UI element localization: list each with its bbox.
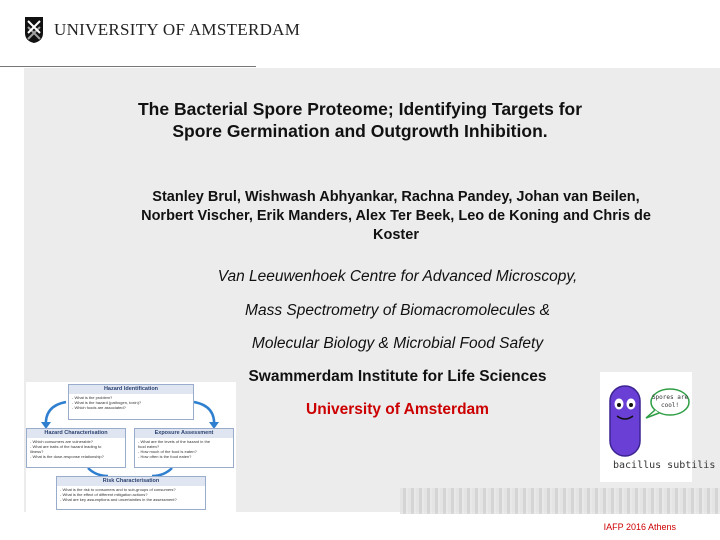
uva-coat-of-arms-icon	[24, 16, 44, 44]
affiliation-line-3: Molecular Biology & Microbial Food Safety	[251, 335, 544, 352]
authors-line-3: Koster	[373, 227, 419, 243]
speech-bubble-text: Spores are	[651, 394, 689, 401]
affiliation-line-2: Mass Spectrometry of Biomacromolecules &	[245, 302, 550, 319]
university-affiliation: University of Amsterdam	[306, 401, 489, 418]
footer-text: IAFP 2016 Athens	[603, 522, 676, 532]
title-line-1: The Bacterial Spore Proteome; Identifying Targets for	[137, 99, 583, 119]
list-item: - What is the dose-response relationship?	[30, 454, 104, 459]
decorative-image-strip	[400, 488, 720, 514]
exposure-assessment-box	[134, 428, 234, 468]
list-item: - What are traits of the hazard leading to	[30, 444, 102, 449]
slide-title	[40, 98, 680, 142]
authors-line-2: Norbert Vischer, Erik Manders, Alex Ter Beek, Leo de Koning and Chris de	[141, 208, 651, 224]
hazard-characterisation-box	[26, 428, 126, 468]
author-list	[76, 188, 716, 245]
exposure-assessment-title: Exposure Assessment	[135, 429, 233, 438]
list-item: - What is the hazard (pathogen, toxin)?	[72, 400, 142, 405]
risk-characterisation-title: Risk Characterisation	[57, 477, 205, 486]
risk-assessment-flowchart	[26, 382, 236, 512]
list-item: - What are the levels of the hazard in the	[138, 439, 211, 444]
hazard-characterisation-title: Hazard Characterisation	[27, 429, 125, 438]
hazard-identification-box	[68, 384, 194, 420]
list-item: - What is the problem?	[72, 395, 113, 400]
risk-characterisation-box	[56, 476, 206, 510]
list-item: - What are key assumptions and uncertainties in the assessment?	[60, 497, 177, 502]
authors-line-1: Stanley Brul, Wishwash Abhyankar, Rachna Pandey, Johan van Beilen,	[152, 189, 640, 205]
svg-text:cool!: cool!	[660, 402, 680, 409]
institute-name: Swammerdam Institute for Life Sciences	[248, 368, 547, 385]
list-item: - How often is the food eaten?	[138, 454, 192, 459]
list-item: - Which foods are associated?	[72, 405, 126, 410]
list-item: - Which consumers are vulnerable?	[30, 439, 93, 444]
cartoon-caption: bacillus subtilis	[613, 460, 716, 471]
list-item: - How much of the food is eaten?	[138, 449, 197, 454]
header-divider	[0, 66, 256, 67]
hazard-identification-title: Hazard Identification	[69, 385, 193, 394]
list-item: - What is the effect of different mitigation actions?	[60, 492, 148, 497]
university-name: UNIVERSITY OF AMSTERDAM	[54, 20, 301, 39]
list-item: - What is the risk to consumers and to sub-groups of consumers?	[60, 487, 176, 492]
list-item: illness?	[30, 449, 44, 454]
list-item: food eaten?	[138, 444, 160, 449]
affiliation-line-1: Van Leeuwenhoek Centre for Advanced Microscopy,	[217, 268, 578, 285]
title-line-2: Spore Germination and Outgrowth Inhibition.	[172, 121, 548, 141]
